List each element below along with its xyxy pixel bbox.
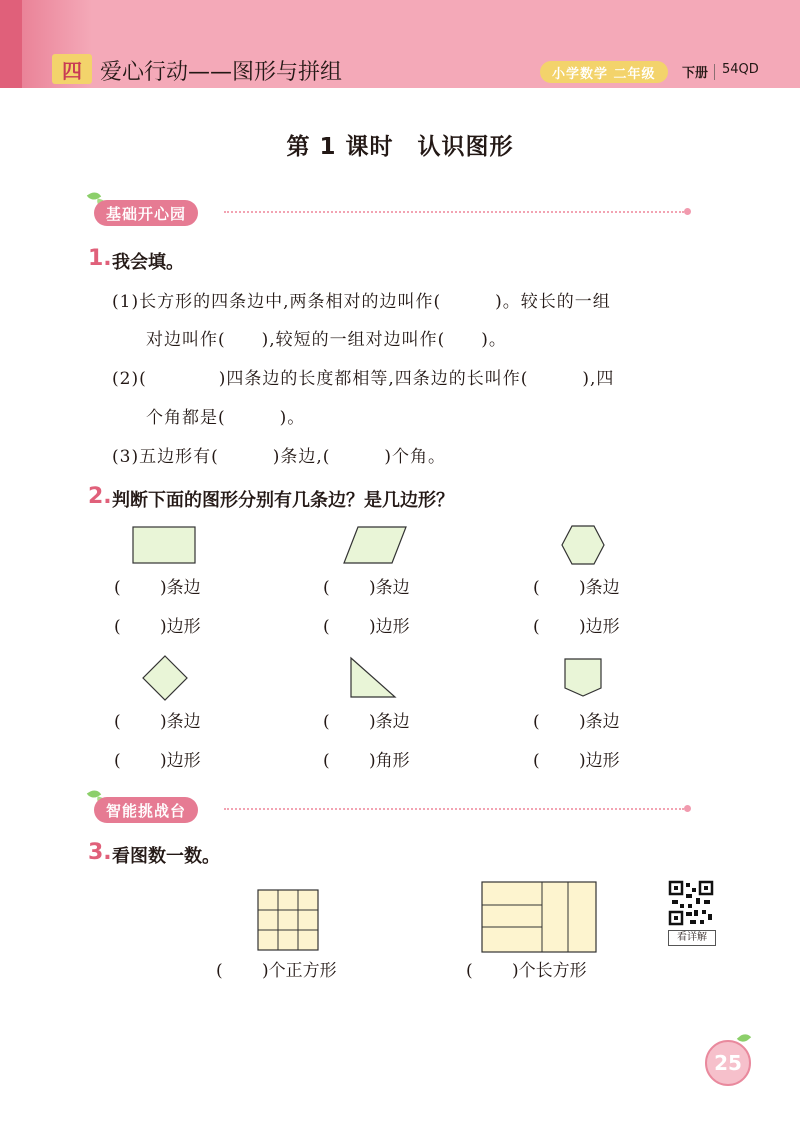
shape-answer-sides: ( )条边 <box>323 578 410 598</box>
square-grid-figure <box>256 888 320 952</box>
rectangle-shape <box>130 525 200 565</box>
term-label: 下册 <box>682 66 709 81</box>
header-separator <box>714 64 715 80</box>
shape-answer-type: ( )边形 <box>114 751 201 771</box>
fill-line: (3)五边形有( )条边,( )个角。 <box>112 447 447 467</box>
section-divider-dots <box>224 808 684 810</box>
fill-line: (1)长方形的四条边中,两条相对的边叫作( )。较长的一组 <box>112 292 611 312</box>
fill-line: (2)( )四条边的长度都相等,四条边的长叫作( ),四 <box>112 369 615 389</box>
parallelogram-shape <box>340 525 410 565</box>
section-divider-end-dot <box>684 208 691 215</box>
question-text: 我会填。 <box>112 252 184 273</box>
shape-answer-type: ( )边形 <box>533 751 620 771</box>
rectangle-count-figure <box>480 880 598 954</box>
shape-answer-sides: ( )条边 <box>323 712 410 732</box>
shape-answer-sides: ( )条边 <box>114 578 201 598</box>
unit-number-badge: 四 <box>52 54 92 84</box>
unit-title: 爱心行动——图形与拼组 <box>100 60 343 85</box>
question-text: 判断下面的图形分别有几条边？是几边形？ <box>112 490 454 511</box>
book-code: 54QD <box>722 62 759 77</box>
fill-line: 对边叫作( ),较短的一组对边叫作( )。 <box>146 330 507 350</box>
shape-answer-type: ( )边形 <box>533 617 620 637</box>
qr-code-icon[interactable] <box>668 880 714 926</box>
pentagon-shape <box>562 656 604 698</box>
count-answer-squares: ( )个正方形 <box>216 961 337 981</box>
shape-answer-type: ( )边形 <box>114 617 201 637</box>
header-left-strip <box>0 0 22 88</box>
lesson-title: 第 1 课时 认识图形 <box>286 134 514 160</box>
section-divider-dots <box>224 211 684 213</box>
section-banner-challenge: 智能挑战台 <box>94 797 198 823</box>
shape-answer-sides: ( )条边 <box>533 712 620 732</box>
shape-answer-type: ( )角形 <box>323 751 410 771</box>
section-banner-basic: 基础开心园 <box>94 200 198 226</box>
subject-grade-label: 小学数学 二年级 <box>540 61 668 83</box>
qr-label: 看详解 <box>668 930 716 946</box>
question-number: 3. <box>88 840 112 865</box>
fill-line: 个角都是( )。 <box>146 408 306 428</box>
question-number: 2. <box>88 484 112 509</box>
right-triangle-shape <box>348 656 398 700</box>
section-divider-end-dot <box>684 805 691 812</box>
rhombus-square-shape <box>140 653 190 703</box>
shape-answer-sides: ( )条边 <box>114 712 201 732</box>
count-answer-rectangles: ( )个长方形 <box>466 961 587 981</box>
shape-answer-sides: ( )条边 <box>533 578 620 598</box>
hexagon-shape <box>558 524 608 566</box>
question-number: 1. <box>88 246 112 271</box>
shape-answer-type: ( )边形 <box>323 617 410 637</box>
page-number: 25 <box>705 1040 751 1086</box>
question-text: 看图数一数。 <box>112 846 220 867</box>
